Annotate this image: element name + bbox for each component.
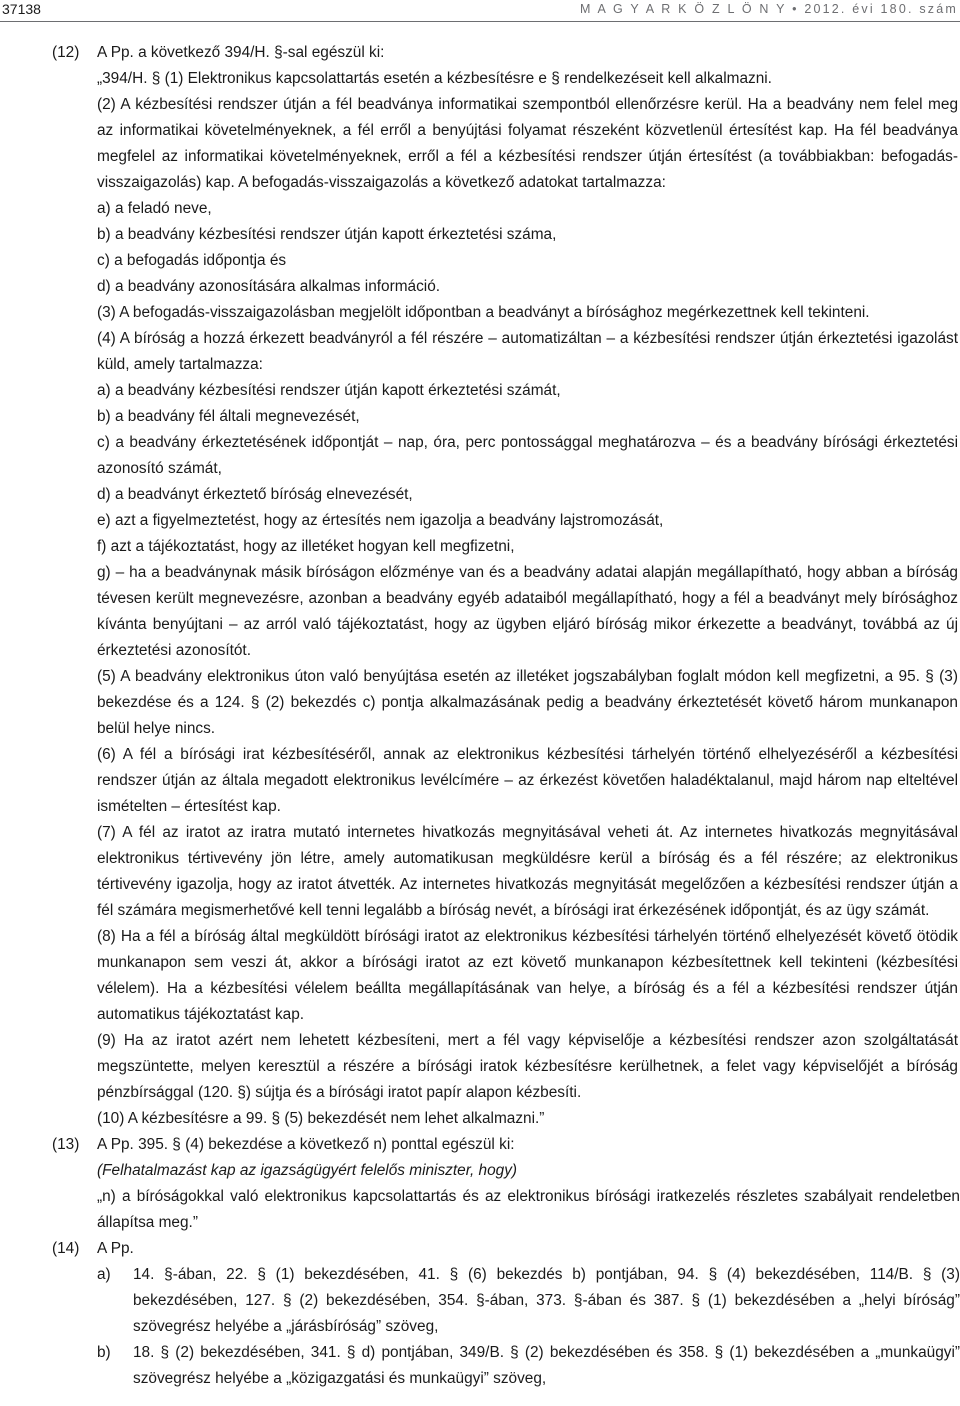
- paragraph: (2) A kézbesítési rendszer útján a fél beadványa informatikai szempontból ellenőrzésre kerül. Ha a beadvány nem felel meg az informatikai követelményeknek, a fél erről a benyújtási folyamat részeként közvetlenül értesítést kap. Ha fél beadványa megfelel az informatikai követelményeknek, erről a fél a kézbesítési rendszer útján értesítést (a továbbiakban: befogadás-visszaigazolás) kap. A befogadás-visszaigazolás a következő adatokat tartalmazza:: [97, 96, 958, 191]
- paragraph: a) a beadvány kézbesítési rendszer útján kapott érkeztetési számát,: [97, 382, 561, 399]
- paragraph: (6) A fél a bírósági irat kézbesítéséről, annak az elektronikus kézbesítési tárhelyén történő elhelyezéséről a kézbesítési rendszer útján az általa megadott elektronikus levélcímére – az érkezést követően haladéktalanul, majd három nap elteltével ismételten – értesítést kap.: [97, 746, 958, 815]
- item-number: (13): [52, 1136, 80, 1153]
- sub-item-text: 14. §-ában, 22. § (1) bekezdésében, 41. § (6) bekezdés b) pontjában, 94. § (4) bekezdésében, 114/B. § (3) bekezdésében, 127. § (2) bekezdésében, 354. §-ában, 373. §-ában és 387. § (1) bekezdésében a „helyi bíróság” szövegrész helyébe a „járásbíróság” szöveg,: [133, 1266, 960, 1335]
- page-number: 37138: [2, 1, 41, 17]
- paragraph: d) a beadvány azonosítására alkalmas információ.: [97, 278, 441, 295]
- paragraph: (8) Ha a fél a bíróság által megküldött bírósági iratot az elektronikus kézbesítési tárhelyén történő elhelyezését követő ötödik munkanapon sem veszi át, akkor a bírósági iratot az ezt követő munkanapon kézbesítettnek kell tekinteni (kézbesítési vélelem). Ha a kézbesítési vélelem beállta megállapításának van helye, a bíróság és a fél a kézbesítési rendszer útján automatikus tájékoztatást kap.: [97, 928, 958, 1023]
- page-header: [0, 0, 960, 22]
- paragraph: (5) A beadvány elektronikus úton való benyújtása esetén az illetéket jogszabályban foglalt módon kell megfizetni, a 95. § (3) bekezdése és a 124. § (2) bekezdés c) pontja alkalmazásának pedig a beadvány érkeztetését követő három munkanapon belül helye nincs.: [97, 668, 958, 737]
- sub-item-b: [97, 1340, 960, 1392]
- sub-item-label: b): [97, 1344, 111, 1361]
- item-number: (12): [52, 44, 80, 61]
- paragraph: „394/H. § (1) Elektronikus kapcsolattartás esetén a kézbesítésre e § rendelkezéseit kell alkalmazni.: [97, 70, 772, 87]
- item-12-body: [97, 66, 960, 1132]
- item-13: [0, 1132, 960, 1236]
- paragraph: „n) a bíróságokkal való elektronikus kapcsolattartás és az elektronikus bírósági iratkezelés részletes szabályait rendeletben állapítsa meg.”: [97, 1188, 960, 1231]
- item-14: [0, 1236, 960, 1392]
- paragraph: c) a beadvány érkeztetésének időpontját – nap, óra, perc pontossággal meghatározva – és a beadvány bírósági érkeztetési azonosító számát,: [97, 434, 958, 477]
- sub-item-a: [97, 1262, 960, 1340]
- paragraph: (10) A kézbesítésre a 99. § (5) bekezdését nem lehet alkalmazni.”: [97, 1110, 545, 1127]
- paragraph: g) – ha a beadványnak másik bíróságon előzménye van és a beadvány adatai alapján megállapítható, hogy abban a bíróság tévesen került megnevezésre, azonban a beadvány egyéb adataiból megállapítható, hogy a fél a beadványt mely bírósághoz kívánta benyújtani – az arról való tájékoztatást, hogy az ügyben eljáró bíróság mikor érkezette a beadványt, továbbá az új érkeztetési azonosítót.: [97, 564, 958, 659]
- item-intro: A Pp. 395. § (4) bekezdése a következő n) ponttal egészül ki:: [97, 1136, 515, 1153]
- item-number: (14): [52, 1240, 80, 1257]
- item-12: [0, 40, 960, 1132]
- sub-item-label: a): [97, 1266, 111, 1283]
- paragraph: (3) A befogadás-visszaigazolásban megjelölt időpontban a beadványt a bírósághoz megérkezettnek kell tekinteni.: [97, 304, 870, 321]
- item-intro: A Pp. a következő 394/H. §-sal egészül ki:: [97, 44, 385, 61]
- running-title: M A G Y A R K Ö Z L Ö N Y • 2012. évi 180. szám: [579, 2, 958, 16]
- paragraph: b) a beadvány fél általi megnevezését,: [97, 408, 360, 425]
- paragraph: d) a beadványt érkeztető bíróság elnevezését,: [97, 486, 413, 503]
- header-rule: [0, 21, 960, 22]
- paragraph: a) a feladó neve,: [97, 200, 212, 217]
- paragraph: (4) A bíróság a hozzá érkezett beadványról a fél részére – automatizáltan – a kézbesítési rendszer útján érkeztetési igazolást küld, amely tartalmazza:: [97, 330, 958, 373]
- paragraph: (7) A fél az iratot az iratra mutató internetes hivatkozás megnyitásával veheti át. Az internetes hivatkozás megnyitásával elektronikus tértivevény jön létre, amely automatikusan megküldésre kerül a bíróság és a fél részére; az elektronikus tértivevény igazolja, hogy az iratot átvették. Az internetes hivatkozás megnyitását megelőzően a kézbesítési rendszer útján a fél számára megismerhetővé kell tenni legalább a bíróság nevét, a bírósági irat érkezésének időpontját, és az ügy számát.: [97, 824, 958, 919]
- paragraph: c) a befogadás időpontja és: [97, 252, 287, 269]
- paragraph: b) a beadvány kézbesítési rendszer útján kapott érkeztetési száma,: [97, 226, 557, 243]
- paragraph: e) azt a figyelmeztetést, hogy az értesítés nem igazolja a beadvány lajstromozását,: [97, 512, 664, 529]
- paragraph: f) azt a tájékoztatást, hogy az illetéket hogyan kell megfizetni,: [97, 538, 515, 555]
- sub-item-text: 18. § (2) bekezdésében, 341. § d) pontjában, 349/B. § (2) bekezdésében és 358. § (1) bekezdésében a „munkaügyi” szövegrész helyébe a „közigazgatási és munkaügyi” szöveg,: [133, 1344, 960, 1387]
- item-intro: A Pp.: [97, 1240, 134, 1257]
- document-body: [0, 40, 960, 1392]
- italic-context: (Felhatalmazást kap az igazságügyért felelős miniszter, hogy): [97, 1162, 518, 1179]
- paragraph: (9) Ha az iratot azért nem lehetett kézbesíteni, mert a fél vagy képviselője a kézbesítési rendszer azon szolgáltatását megszüntette, melyen keresztül a részére a bírósági iratok kézbesítésre kerülhetnek, a felet vagy képviselőjét a bíróság pénzbírsággal (120. §) sújtja és a bírósági iratot papír alapon kézbesíti.: [97, 1032, 958, 1101]
